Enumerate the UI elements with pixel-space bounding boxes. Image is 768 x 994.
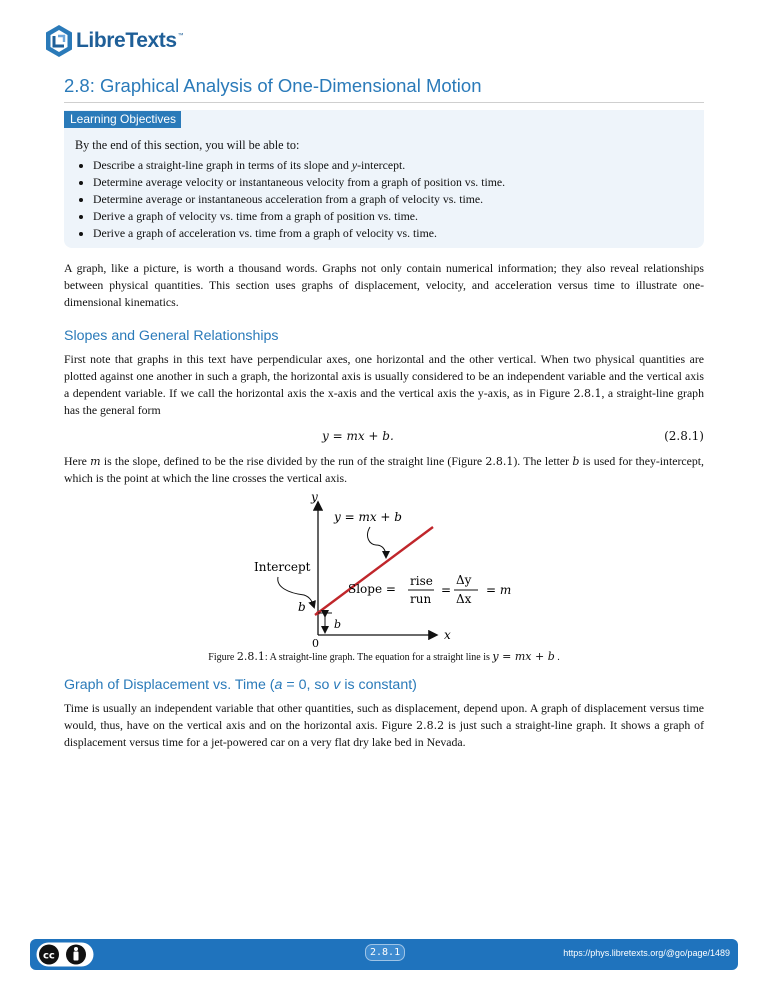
b-gap-label: b <box>334 618 342 631</box>
intercept-label: Intercept <box>254 560 311 574</box>
slope-label: Slope = <box>348 582 396 596</box>
x-axis-label: x <box>444 628 451 642</box>
page-number: 2.8.1 <box>365 944 405 961</box>
creative-commons-icon[interactable] <box>36 942 94 967</box>
rise-label: rise <box>410 574 433 588</box>
logo-text: LibreTexts <box>76 29 177 52</box>
section-heading-displacement: Graph of Displacement vs. Time (a = 0, so v is constant) <box>64 677 417 693</box>
objective-item: • Determine average velocity or instantaneous velocity from a graph of position vs. time. <box>93 174 704 191</box>
equals-sign: = <box>441 583 452 597</box>
delta-x-label: Δx <box>456 592 472 606</box>
section-heading-slopes: Slopes and General Relationships <box>64 328 279 344</box>
figure-link[interactable]: 2.8.2 <box>416 719 445 732</box>
objective-item: • Determine average or instantaneous acceleration from a graph of velocity vs. time. <box>93 191 704 208</box>
run-label: run <box>410 592 432 606</box>
line-equation-label: y = mx + b <box>334 510 402 524</box>
objectives-list <box>64 157 704 242</box>
libretexts-logo[interactable] <box>44 24 184 58</box>
libretexts-logo-icon <box>44 24 74 58</box>
figure-link[interactable]: 2.8.1 <box>485 455 514 468</box>
straight-line-figure <box>64 487 704 647</box>
equation-pointer <box>368 527 386 557</box>
page-content <box>64 75 704 751</box>
page-url[interactable]: https://phys.libretexts.org/@go/page/1489 <box>563 948 730 958</box>
objective-item: • Describe a straight-line graph in terms of its slope and y-intercept. <box>93 157 704 174</box>
origin-label: 0 <box>312 637 319 647</box>
equation-number: (2.8.1) <box>664 429 704 443</box>
intro-paragraph: A graph, like a picture, is worth a thousand words. Graphs not only contain numerical information; they also reveal relationships between physical quantities. This section uses graphs of displacement, velocity, and acceleration versus time to illustrate one-dimensional kinematics. <box>64 261 704 309</box>
figure-link[interactable]: 2.8.1 <box>573 387 602 400</box>
svg-text:cc: cc <box>43 950 55 962</box>
delta-y-label: Δy <box>456 573 472 587</box>
objectives-intro: By the end of this section, you will be able to: <box>75 138 300 152</box>
m-label: = m <box>486 583 512 597</box>
page-footer <box>30 939 738 970</box>
logo-trademark: ™ <box>177 33 184 39</box>
equation: y = mx + b. <box>322 429 394 443</box>
straight-line-graph <box>64 487 704 647</box>
learning-objectives-heading: Learning Objectives <box>64 111 181 128</box>
slopes-paragraph-2: Here m is the slope, defined to be the rise divided by the run of the straight line (Figure 2.8.1). The letter b is used for they-intercept, which is the point at which the line crosses the vertical axis. <box>64 454 704 485</box>
intercept-b-label: b <box>298 600 306 614</box>
y-axis-label: y <box>311 490 318 504</box>
page-title: 2.8: Graphical Analysis of One-Dimensional Motion <box>64 75 704 103</box>
equation-row <box>64 425 704 447</box>
objective-item: • Derive a graph of acceleration vs. time from a graph of velocity vs. time. <box>93 225 704 242</box>
intercept-pointer <box>278 577 314 607</box>
displacement-paragraph: Time is usually an independent variable that other quantities, such as displacement, depend upon. A graph of displacement versus time would, thus, have on the vertical axis and on the horizontal axis. Figure 2.8.2 is just such a straight-line graph. It shows a graph of displacement versus time for a jet-powered car on a very flat dry lake bed in Nevada. <box>64 701 704 749</box>
slopes-paragraph-1: First note that graphs in this text have perpendicular axes, one horizontal and the other vertical. When two physical quantities are plotted against one another in such a graph, the horizontal axis is usually considered to be an independent variable and the vertical axis a dependent variable. If we call the horizontal axis the x-axis and the vertical axis the y-axis, as in Figure 2.8.1, a straight-line graph has the general form <box>64 352 704 417</box>
objective-item: • Derive a graph of velocity vs. time from a graph of position vs. time. <box>93 208 704 225</box>
learning-objectives-box <box>64 110 704 248</box>
figure-caption: Figure 2.8.1: A straight-line graph. The equation for a straight line is y = mx + b . <box>208 650 560 663</box>
